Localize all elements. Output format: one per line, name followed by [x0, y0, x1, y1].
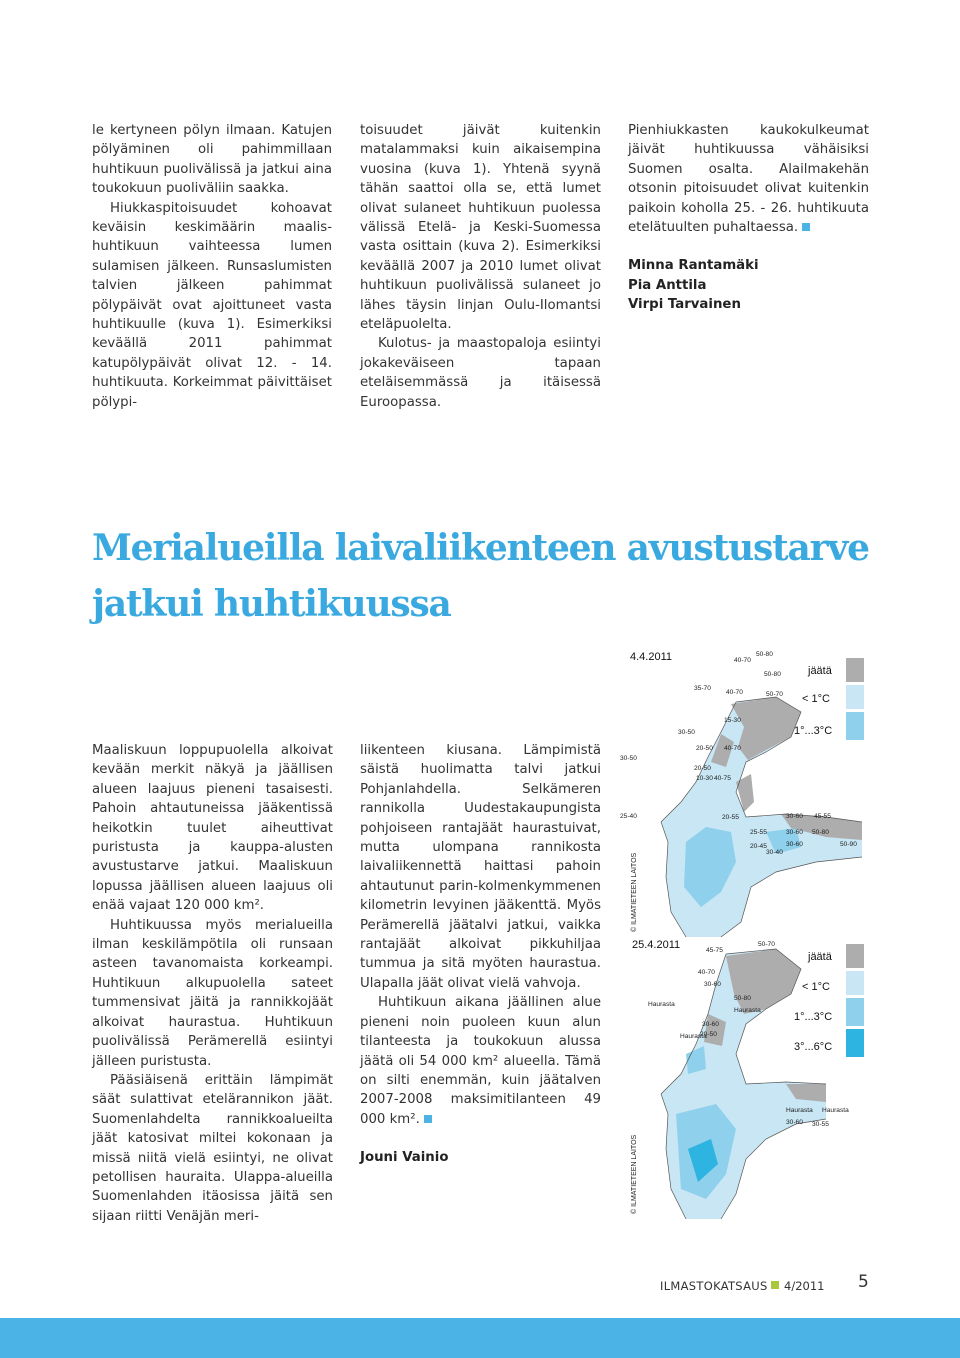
- ice-thickness-label: 30-60: [786, 829, 803, 836]
- paragraph: Pääsiäisenä erittäin lämpimät säät sulattivat etelärannikon jäät. Suomenlahdelta rannikkoalueilta jäät katosivat miltei kokonaan ja missä niitä vielä esiintyi, ne olivat petollisen hauraita. Ulappa-alueilla Suomenlahden itäosissa jäitä sen sijaan riitti Venäjän meri-: [92, 1072, 333, 1224]
- author-name: Virpi Tarvainen: [628, 297, 741, 313]
- ice-thickness-label: 50-70: [758, 941, 775, 948]
- ice-thickness-label: 30-60: [786, 1119, 803, 1126]
- ice-thickness-label: 40-70: [734, 657, 751, 664]
- paragraph: Kulotus- ja maastopaloja esiintyi jokakeväiseen tapaan eteläisemmässä ja itäisessä Euroopassa.: [360, 336, 601, 410]
- legend-label: jäätä: [808, 665, 832, 677]
- map-copyright: © ILMATIETEEN LAITOS: [631, 852, 638, 932]
- ice-thickness-label: 25-40: [620, 813, 637, 820]
- ice-thickness-label: 45-55: [814, 813, 831, 820]
- legend-swatch: [846, 685, 864, 709]
- ice-thickness-label: 50-80: [764, 671, 781, 678]
- legend-label: jäätä: [808, 951, 832, 963]
- ice-thickness-label: 45-75: [706, 947, 723, 954]
- legend-label: < 1°C: [802, 693, 830, 705]
- top-article-column-1: [92, 121, 332, 412]
- ice-thickness-label: 20-55: [722, 814, 739, 821]
- paragraph-text: Huhtikuun aikana jäällinen alue pieneni noin puoleen kuun alun tilanteesta ja toukokuun alussa jäätä oli 54 000 km² alueella. Tämä on silti enemmän, kuin jäätalven 2007-2008 maksimitilanteen 49 000 km².: [360, 995, 601, 1127]
- ice-thickness-label: 35-70: [694, 685, 711, 692]
- ice-thickness-label: 50-80: [734, 995, 751, 1002]
- ice-thickness-label: 40-75: [714, 775, 731, 782]
- legend-label: 1°...3°C: [794, 1011, 833, 1023]
- ice-thickness-label: 30-50: [620, 755, 637, 762]
- ice-thickness-label: 50-90: [840, 841, 857, 848]
- paragraph: Maaliskuun loppupuolella alkoivat kevään merkit näkyä ja jäällisen alueen laajuus pieneni tasaisesti. Pahoin ahtautuneissa jääkentissä heikotkin tuulet aiheuttivat puristusta ja kauppa-alusten avustustarve jatkui. Maaliskuun lopussa jäällisen alueen laajuus oli enää vajaat 120 000 km².: [92, 743, 333, 914]
- issue-number: 4/2011: [784, 1279, 825, 1293]
- ice-thickness-label: 40-70: [698, 969, 715, 976]
- ice-thickness-label: 20-50: [696, 745, 713, 752]
- ice-map-graphic: [620, 642, 866, 942]
- paragraph: [360, 993, 601, 1129]
- ice-thickness-label: 30-55: [812, 1121, 829, 1128]
- paragraph-text: Pienhiukkasten kaukokulkeumat jäivät huhtikuussa vähäisiksi Suomen osalta. Alailmakehän otsonin pitoisuudet olivat kuitenkin paikoin koholla 25. - 26. huhtikuuta etelätuulten puhaltaessa.: [628, 123, 869, 236]
- ice-thickness-label: Haurasta: [734, 1007, 761, 1014]
- ice-thickness-label: 25-55: [750, 829, 767, 836]
- map-date: 25.4.2011: [632, 939, 681, 951]
- top-article-column-2: [360, 121, 601, 412]
- ice-thickness-label: 30-60: [786, 841, 803, 848]
- legend-label: 1°...3°C: [794, 725, 833, 737]
- legend-label: < 1°C: [802, 981, 830, 993]
- ice-thickness-label: 50-80: [812, 829, 829, 836]
- author-name: Minna Rantamäki: [628, 258, 759, 274]
- bottom-color-bar: [0, 1318, 960, 1358]
- map-copyright: © ILMATIETEEN LAITOS: [631, 1134, 638, 1214]
- end-mark-icon: [424, 1115, 432, 1123]
- ice-thickness-label: 30-60: [702, 1021, 719, 1028]
- authors: [628, 256, 869, 314]
- top-article-column-3: [628, 121, 869, 315]
- ice-thickness-label: Haurasta: [648, 1001, 675, 1008]
- legend-swatch: [846, 712, 864, 740]
- legend-label: 3°...6°C: [794, 1041, 833, 1053]
- ice-map-april-25: [626, 934, 866, 1228]
- paragraph: Hiukkaspitoisuudet kohoavat keväisin keskimäärin maalis-huhtikuun vaihteessa lumen sulamisen jälkeen. Runsaslumisten talvien jälkeen pahimmat pölypäivät ovat ajoittuneet vasta huhtikuulle (kuva 1). Esimerkiksi keväällä 2011 pahimmat katupölypäivät olivat 12. - 14. huhtikuuta. Korkeimmat päivittäiset pölypi-: [92, 200, 332, 410]
- paragraph: [628, 121, 869, 237]
- paragraph: toisuudet jäivät kuitenkin matalammaksi kuin aikaisempina vuosina (kuva 1). Yhtenä syynä tähän saattoi olla se, että lumet olivat sulaneet huhtikuun puolessa välissä Etelä- ja Keski-Suomessa vasta osittain (kuva 2). Esimerkiksi keväällä 2007 ja 2010 lumet olivat huhtikuun puolivälissä sulaneet jo lähes täysin linjan Oulu-Ilomantsi eteläpuolelta.: [360, 123, 601, 333]
- paragraph: liikenteen kiusana. Lämpimistä säistä huolimatta talvi jatkui Pohjanlahdella. Selkämeren rannikolla Uudestakaupungista pohjoiseen rantajäät haurastuivat, mutta ulompana rannikosta laivaliikennettä haittasi pahoin ahtautunut parin-kolmenkymmenen kilometrin levyinen jääkenttä. Myös Perämerellä jäätalvi jatkui, vaikka rantajäät alkoivat pikkuhiljaa tummua ja sitä myöten haurastua. Ulapalla jäät olivat vielä vahvoja.: [360, 743, 601, 991]
- end-mark-icon: [802, 223, 810, 231]
- page-number: 5: [858, 1272, 869, 1292]
- ice-thickness-label: 50-70: [766, 691, 783, 698]
- ice-thickness-label: 30-60: [704, 981, 721, 988]
- legend-swatch: [846, 944, 864, 968]
- ice-thickness-label: 40-70: [724, 745, 741, 752]
- author-name: Pia Anttila: [628, 277, 707, 293]
- footer-square-icon: [771, 1281, 779, 1289]
- ice-thickness-label: 30-40: [766, 849, 783, 856]
- ice-thickness-label: 20-45: [750, 843, 767, 850]
- legend-swatch: [846, 998, 864, 1026]
- article-title: Merialueilla laivaliikenteen avustustarve jatkui huhtikuussa: [92, 527, 869, 625]
- ice-thickness-label: Haurasta: [786, 1107, 813, 1114]
- author-name: Jouni Vainio: [360, 1150, 449, 1166]
- ice-thickness-label: 20-50: [694, 765, 711, 772]
- ice-thickness-label: Haurasta: [822, 1107, 849, 1114]
- ice-thickness-label: 15-30: [724, 717, 741, 724]
- paragraph: le kertyneen pölyn ilmaan. Katujen pölyäminen oli pahimmillaan huhtikuun puolivälissä ja jatkui aina toukokuun puoliväliin saakka.: [92, 123, 332, 197]
- ice-thickness-label: 30-60: [786, 813, 803, 820]
- byline: [360, 1148, 601, 1167]
- legend-swatch: [846, 971, 864, 995]
- article-column-2: [360, 741, 601, 1168]
- paragraph: Huhtikuussa myös merialueilla ilman keskilämpötila oli runsaan asteen tavanomaista korkeampi. Huhtikuun alkupuolella sateet tummensivat jäitä ja rannikkojäät alkoivat haurastua. Huhtikuun puolivälissä Perämerellä esiintyi jälleen puristusta.: [92, 917, 333, 1069]
- warm-water-area: [686, 1046, 706, 1074]
- ice-map-april-4: [620, 642, 866, 942]
- legend-swatch: [846, 1029, 864, 1057]
- ice-thickness-label: Haurasta: [680, 1033, 707, 1040]
- ice-thickness-label: 50-80: [756, 651, 773, 658]
- ice-thickness-label: 20-50: [700, 1031, 717, 1038]
- magazine-name: ILMASTOKATSAUS: [660, 1279, 768, 1293]
- ice-map-graphic: [626, 934, 866, 1228]
- ice-thickness-label: 40-70: [726, 689, 743, 696]
- legend-swatch: [846, 658, 864, 682]
- ice-thickness-label: 30-50: [678, 729, 695, 736]
- article-column-1: [92, 741, 333, 1226]
- ice-thickness-label: 10-30: [696, 775, 713, 782]
- map-date: 4.4.2011: [630, 651, 673, 663]
